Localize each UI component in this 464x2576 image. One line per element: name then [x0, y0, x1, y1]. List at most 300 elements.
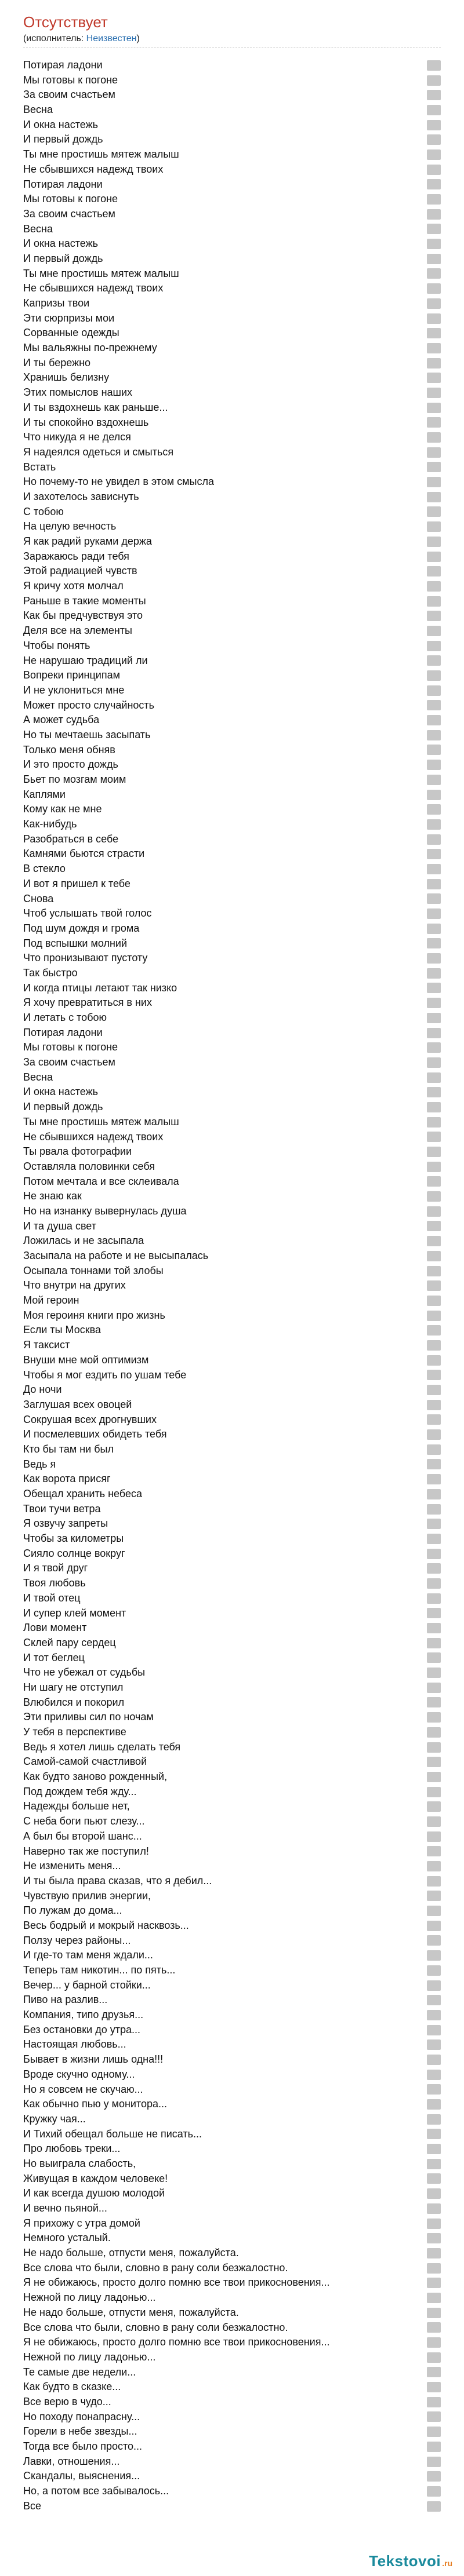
line-comment-icon[interactable] [427, 1400, 441, 1410]
line-comment-icon[interactable] [427, 477, 441, 487]
line-comment-icon[interactable] [427, 2188, 441, 2199]
lyric-text: Самой-самой счастливой [23, 1756, 147, 1768]
line-comment-icon[interactable] [427, 1921, 441, 1931]
lyric-text: Не изменить меня... [23, 1860, 121, 1872]
lyric-line [23, 698, 441, 713]
lyric-text: Все слова что были, словно в рану соли безжалостно. [23, 2321, 288, 2333]
line-comment-icon[interactable] [427, 506, 441, 517]
lyric-line [23, 1278, 441, 1293]
line-comment-icon[interactable] [427, 1489, 441, 1499]
line-comment-icon[interactable] [427, 1608, 441, 1618]
line-comment-icon[interactable] [427, 1935, 441, 1946]
line-comment-icon[interactable] [427, 1444, 441, 1455]
line-comment-icon[interactable] [427, 2010, 441, 2020]
lyric-text: Потом мечтала и все склеивала [23, 1175, 179, 1187]
line-comment-icon[interactable] [427, 2248, 441, 2258]
lyric-line [23, 817, 441, 832]
lyric-line [23, 1100, 441, 1115]
lyric-line [23, 1785, 441, 1800]
line-comment-icon[interactable] [427, 834, 441, 845]
lyric-line [23, 638, 441, 654]
line-comment-icon[interactable] [427, 1906, 441, 1916]
line-comment-icon[interactable] [427, 432, 441, 443]
line-comment-icon[interactable] [427, 1980, 441, 1991]
lyric-text: Сорванные одежды [23, 327, 119, 339]
line-comment-icon[interactable] [427, 2025, 441, 2035]
line-comment-icon[interactable] [427, 1965, 441, 1976]
lyric-line [23, 995, 441, 1010]
line-comment-icon[interactable] [427, 1549, 441, 1559]
lyric-text: Каплями [23, 788, 66, 800]
line-comment-icon[interactable] [427, 790, 441, 800]
lyric-line [23, 1323, 441, 1338]
line-comment-icon[interactable] [427, 1831, 441, 1842]
lyric-line [23, 1174, 441, 1190]
lyric-text: Я таксист [23, 1339, 70, 1351]
line-comment-icon[interactable] [427, 2263, 441, 2274]
line-comment-icon[interactable] [427, 1147, 441, 1157]
line-comment-icon[interactable] [427, 849, 441, 859]
lyrics-list [23, 58, 441, 2513]
line-comment-icon[interactable] [427, 1787, 441, 1797]
lyric-line [23, 2231, 441, 2246]
lyric-text: Я не обижаюсь, просто долго помню все твои прикосновения... [23, 2336, 330, 2348]
lyric-line [23, 2365, 441, 2380]
lyric-line [23, 1725, 441, 1740]
line-comment-icon[interactable] [427, 194, 441, 205]
line-comment-icon[interactable] [427, 1102, 441, 1112]
line-comment-icon[interactable] [427, 283, 441, 294]
line-comment-icon[interactable] [427, 1117, 441, 1128]
line-comment-icon[interactable] [427, 566, 441, 577]
lyric-line [23, 1234, 441, 1249]
line-comment-icon[interactable] [427, 1652, 441, 1663]
line-comment-icon[interactable] [427, 1757, 441, 1767]
line-comment-icon[interactable] [427, 819, 441, 830]
line-comment-icon[interactable] [427, 1132, 441, 1142]
line-comment-icon[interactable] [427, 2173, 441, 2184]
lyric-text: Не надо больше, отпусти меня, пожалуйста. [23, 2306, 239, 2318]
lyric-text: Ведь я хотел лишь сделать тебя [23, 1741, 181, 1753]
lyric-text: Про любовь треки... [23, 2143, 121, 2155]
line-comment-icon[interactable] [427, 2397, 441, 2407]
lyric-line [23, 951, 441, 966]
line-comment-icon[interactable] [427, 1028, 441, 1038]
line-comment-icon[interactable] [427, 1042, 441, 1053]
line-comment-icon[interactable] [427, 165, 441, 175]
lyric-text: Весь бодрый и мокрый насквозь... [23, 1919, 189, 1931]
lyric-line [23, 1189, 441, 1204]
lyric-line [23, 1219, 441, 1234]
line-comment-icon[interactable] [427, 1013, 441, 1023]
line-comment-icon[interactable] [427, 1668, 441, 1678]
line-comment-icon[interactable] [427, 983, 441, 993]
lyric-text: И супер клей момент [23, 1607, 126, 1619]
line-comment-icon[interactable] [427, 1683, 441, 1693]
lyric-line [23, 594, 441, 609]
line-comment-icon[interactable] [427, 2114, 441, 2125]
line-comment-icon[interactable] [427, 60, 441, 71]
line-comment-icon[interactable] [427, 2337, 441, 2348]
line-comment-icon[interactable] [427, 343, 441, 353]
lyric-line [23, 2424, 441, 2439]
line-comment-icon[interactable] [427, 1638, 441, 1648]
site-logo[interactable] [369, 2552, 452, 2570]
line-comment-icon[interactable] [427, 149, 441, 160]
lyric-text: И ты спокойно вздохнешь [23, 416, 149, 428]
line-comment-icon[interactable] [427, 1370, 441, 1380]
lyric-text: Бьет по мозгам моим [23, 773, 126, 785]
line-comment-icon[interactable] [427, 239, 441, 249]
line-comment-icon[interactable] [427, 2219, 441, 2229]
lyric-line [23, 1353, 441, 1368]
line-comment-icon[interactable] [427, 2457, 441, 2467]
line-comment-icon[interactable] [427, 2084, 441, 2095]
lyric-text: И вечно пьяной... [23, 2202, 107, 2214]
line-comment-icon[interactable] [427, 1593, 441, 1604]
line-comment-icon[interactable] [427, 2471, 441, 2482]
lyric-line [23, 1531, 441, 1546]
line-comment-icon[interactable] [427, 2099, 441, 2110]
line-comment-icon[interactable] [427, 2278, 441, 2288]
lyric-line [23, 1591, 441, 1606]
lyric-text: Компания, типо друзья... [23, 2009, 144, 2021]
lyric-line [23, 2499, 441, 2514]
line-comment-icon[interactable] [427, 298, 441, 309]
line-comment-icon[interactable] [427, 1162, 441, 1172]
lyric-text: Мой героин [23, 1294, 79, 1307]
line-comment-icon[interactable] [427, 2411, 441, 2422]
line-comment-icon[interactable] [427, 105, 441, 115]
lyric-line [23, 192, 441, 207]
line-comment-icon[interactable] [427, 1414, 441, 1425]
lyric-text: Ни шагу не отступил [23, 1681, 124, 1693]
line-comment-icon[interactable] [427, 745, 441, 755]
performer-link[interactable]: Неизвестен [86, 34, 137, 43]
lyric-line [23, 281, 441, 296]
lyric-line [23, 564, 441, 579]
lyric-line [23, 1338, 441, 1353]
line-comment-icon[interactable] [427, 1474, 441, 1484]
lyric-line [23, 1055, 441, 1070]
line-comment-icon[interactable] [427, 1891, 441, 1901]
lyric-line [23, 1204, 441, 1219]
line-comment-icon[interactable] [427, 1742, 441, 1753]
line-comment-icon[interactable] [427, 1340, 441, 1351]
line-comment-icon[interactable] [427, 685, 441, 696]
line-comment-icon[interactable] [427, 1355, 441, 1366]
line-comment-icon[interactable] [427, 1385, 441, 1395]
lyric-text: Заражаюсь ради тебя [23, 550, 129, 562]
line-comment-icon[interactable] [427, 1057, 441, 1068]
lyric-text: Но, а потом все забывалось... [23, 2485, 169, 2497]
lyric-text: И первый дождь [23, 252, 103, 264]
line-comment-icon[interactable] [427, 134, 441, 145]
line-comment-icon[interactable] [427, 2486, 441, 2497]
line-comment-icon[interactable] [427, 924, 441, 934]
line-comment-icon[interactable] [427, 864, 441, 874]
line-comment-icon[interactable] [427, 2039, 441, 2050]
lyric-text: Эти сюрпризы мои [23, 312, 115, 324]
performer-line [23, 34, 441, 48]
lyric-text: Теперь там никотин... по пять... [23, 1964, 176, 1976]
line-comment-icon[interactable] [427, 462, 441, 472]
line-comment-icon[interactable] [427, 775, 441, 785]
line-comment-icon[interactable] [427, 268, 441, 279]
line-comment-icon[interactable] [427, 224, 441, 234]
line-comment-icon[interactable] [427, 998, 441, 1008]
lyric-text: Но походу понапрасну... [23, 2410, 140, 2422]
lyric-text: И как всегда душою молодой [23, 2187, 165, 2199]
line-comment-icon[interactable] [427, 521, 441, 532]
lyric-line [23, 1144, 441, 1159]
lyric-text: И не уклониться мне [23, 684, 125, 696]
line-comment-icon[interactable] [427, 2382, 441, 2392]
lyric-line [23, 1903, 441, 1918]
lyric-line [23, 1799, 441, 1814]
lyric-text: И окна настежь [23, 1086, 98, 1098]
lyric-line [23, 1546, 441, 1561]
line-comment-icon[interactable] [427, 2055, 441, 2065]
line-comment-icon[interactable] [427, 2352, 441, 2363]
lyric-line [23, 1889, 441, 1904]
lyric-line [23, 2454, 441, 2469]
lyric-line [23, 608, 441, 623]
line-comment-icon[interactable] [427, 1697, 441, 1707]
line-comment-icon[interactable] [427, 373, 441, 383]
line-comment-icon[interactable] [427, 968, 441, 979]
line-comment-icon[interactable] [427, 1072, 441, 1083]
line-comment-icon[interactable] [427, 358, 441, 368]
line-comment-icon[interactable] [427, 2322, 441, 2333]
lyric-text: Весна [23, 104, 53, 116]
line-comment-icon[interactable] [427, 953, 441, 964]
line-comment-icon[interactable] [427, 893, 441, 904]
lyric-line [23, 623, 441, 638]
line-comment-icon[interactable] [427, 179, 441, 189]
line-comment-icon[interactable] [427, 1206, 441, 1217]
lyric-text: И окна настежь [23, 238, 98, 250]
lyric-text: Те самые две недели... [23, 2366, 136, 2378]
line-comment-icon[interactable] [427, 120, 441, 130]
line-comment-icon[interactable] [427, 1861, 441, 1871]
lyric-line [23, 1487, 441, 1502]
lyric-text: И Тихий обещал больше не писать... [23, 2128, 202, 2140]
line-comment-icon[interactable] [427, 1995, 441, 2005]
line-comment-icon[interactable] [427, 2427, 441, 2437]
line-comment-icon[interactable] [427, 670, 441, 681]
line-comment-icon[interactable] [427, 1876, 441, 1887]
lyric-line [23, 787, 441, 802]
line-comment-icon[interactable] [427, 1772, 441, 1782]
line-comment-icon[interactable] [427, 1280, 441, 1291]
lyric-text: Раньше в такие моменты [23, 594, 146, 607]
line-comment-icon[interactable] [427, 1251, 441, 1261]
lyric-text: И твой отец [23, 1592, 81, 1604]
lyric-text: Ты рвала фотографии [23, 1145, 132, 1158]
line-comment-icon[interactable] [427, 581, 441, 592]
lyric-line [23, 1457, 441, 1472]
lyric-text: Деля все на элементы [23, 625, 132, 637]
line-comment-icon[interactable] [427, 2501, 441, 2512]
line-comment-icon[interactable] [427, 75, 441, 86]
lyric-text: Но я совсем не скучаю... [23, 2083, 143, 2095]
lyric-line [23, 2201, 441, 2216]
lyric-text: На целую вечность [23, 520, 117, 532]
lyric-line [23, 460, 441, 475]
line-comment-icon[interactable] [427, 626, 441, 636]
line-comment-icon[interactable] [427, 938, 441, 948]
lyric-line [23, 892, 441, 907]
lyric-line [23, 2335, 441, 2350]
line-comment-icon[interactable] [427, 2308, 441, 2318]
line-comment-icon[interactable] [427, 1087, 441, 1097]
lyric-text: Моя героиня книги про жизнь [23, 1309, 165, 1321]
lyric-text: Засыпала на работе и не высыпалась [23, 1250, 209, 1261]
lyric-text: Весна [23, 222, 53, 235]
lyric-line [23, 1293, 441, 1308]
line-comment-icon[interactable] [427, 2367, 441, 2377]
lyric-line [23, 534, 441, 549]
line-comment-icon[interactable] [427, 879, 441, 889]
line-comment-icon[interactable] [427, 552, 441, 562]
line-comment-icon[interactable] [427, 1623, 441, 1633]
lyric-line [23, 1130, 441, 1145]
line-comment-icon[interactable] [427, 1266, 441, 1276]
performer-prefix: (исполнитель: [23, 34, 86, 43]
lyric-line [23, 1933, 441, 1949]
lyric-line [23, 475, 441, 490]
line-comment-icon[interactable] [427, 700, 441, 710]
line-comment-icon[interactable] [427, 1563, 441, 1574]
lyric-text: Я хочу превратиться в них [23, 997, 152, 1009]
line-comment-icon[interactable] [427, 804, 441, 815]
lyric-line [23, 683, 441, 698]
lyric-text: Ползу через районы... [23, 1934, 131, 1946]
line-comment-icon[interactable] [427, 2070, 441, 2080]
lyric-text: Вроде скучно одному... [23, 2068, 135, 2080]
lyric-line [23, 713, 441, 728]
line-comment-icon[interactable] [427, 2203, 441, 2214]
line-comment-icon[interactable] [427, 1578, 441, 1589]
line-comment-icon[interactable] [427, 1504, 441, 1515]
lyric-text: Твоя любовь [23, 1577, 86, 1589]
line-comment-icon[interactable] [427, 596, 441, 607]
lyric-line [23, 1264, 441, 1279]
line-comment-icon[interactable] [427, 1846, 441, 1856]
line-comment-icon[interactable] [427, 1236, 441, 1246]
line-comment-icon[interactable] [427, 492, 441, 502]
line-comment-icon[interactable] [427, 1325, 441, 1336]
lyric-line [23, 862, 441, 877]
lyric-line [23, 906, 441, 921]
lyric-line [23, 177, 441, 192]
line-comment-icon[interactable] [427, 1801, 441, 1812]
line-comment-icon[interactable] [427, 1727, 441, 1738]
line-comment-icon[interactable] [427, 1950, 441, 1961]
lyric-line [23, 1159, 441, 1174]
lyric-line [23, 1502, 441, 1517]
lyric-line [23, 549, 441, 564]
lyric-text: Внуши мне мой оптимизм [23, 1353, 149, 1366]
lyric-text: Камнями бьются страсти [23, 848, 145, 860]
lyric-line [23, 1978, 441, 1993]
lyric-line [23, 936, 441, 951]
line-comment-icon[interactable] [427, 2144, 441, 2154]
line-comment-icon[interactable] [427, 908, 441, 919]
line-comment-icon[interactable] [427, 1311, 441, 1321]
lyric-line [23, 802, 441, 817]
line-comment-icon[interactable] [427, 328, 441, 338]
line-comment-icon[interactable] [427, 209, 441, 220]
lyric-text: Немного усталый. [23, 2232, 111, 2244]
lyric-line [23, 981, 441, 996]
line-comment-icon[interactable] [427, 2129, 441, 2139]
line-comment-icon[interactable] [427, 254, 441, 264]
line-comment-icon[interactable] [427, 1176, 441, 1187]
lyric-line [23, 772, 441, 787]
line-comment-icon[interactable] [427, 1519, 441, 1529]
line-comment-icon[interactable] [427, 313, 441, 324]
line-comment-icon[interactable] [427, 2233, 441, 2243]
lyric-text: Я прихожу с утра домой [23, 2217, 140, 2229]
line-comment-icon[interactable] [427, 1429, 441, 1440]
line-comment-icon[interactable] [427, 388, 441, 398]
line-comment-icon[interactable] [427, 2442, 441, 2452]
line-comment-icon[interactable] [427, 1191, 441, 1202]
lyric-text: Сияло солнце вокруг [23, 1547, 125, 1559]
line-comment-icon[interactable] [427, 537, 441, 547]
line-comment-icon[interactable] [427, 1221, 441, 1231]
line-comment-icon[interactable] [427, 641, 441, 651]
lyric-line [23, 445, 441, 460]
line-comment-icon[interactable] [427, 611, 441, 621]
lyric-line [23, 654, 441, 669]
line-comment-icon[interactable] [427, 715, 441, 725]
line-comment-icon[interactable] [427, 403, 441, 413]
lyric-line [23, 2439, 441, 2454]
line-comment-icon[interactable] [427, 730, 441, 740]
line-comment-icon[interactable] [427, 1534, 441, 1544]
lyric-line [23, 1308, 441, 1323]
line-comment-icon[interactable] [427, 2159, 441, 2169]
lyric-text: И где-то там меня ждали... [23, 1949, 153, 1961]
lyric-line [23, 2484, 441, 2499]
lyric-line [23, 1442, 441, 1457]
line-comment-icon[interactable] [427, 417, 441, 428]
lyric-line [23, 2172, 441, 2187]
line-comment-icon[interactable] [427, 1296, 441, 1306]
lyric-line [23, 728, 441, 743]
lyric-text: Твои тучи ветра [23, 1502, 101, 1515]
line-comment-icon[interactable] [427, 2293, 441, 2303]
lyric-line [23, 743, 441, 758]
line-comment-icon[interactable] [427, 760, 441, 770]
line-comment-icon[interactable] [427, 1712, 441, 1723]
line-comment-icon[interactable] [427, 1459, 441, 1469]
line-comment-icon[interactable] [427, 655, 441, 666]
lyric-text: Потирая ладони [23, 1026, 103, 1038]
lyric-line [23, 251, 441, 267]
lyric-text: Потирая ладони [23, 178, 103, 190]
lyric-line [23, 1368, 441, 1383]
lyric-text: Все слова что были, словно в рану соли безжалостно. [23, 2261, 288, 2274]
lyric-text: И первый дождь [23, 133, 103, 145]
line-comment-icon[interactable] [427, 90, 441, 100]
lyric-line [23, 430, 441, 445]
line-comment-icon[interactable] [427, 1816, 441, 1827]
line-comment-icon[interactable] [427, 447, 441, 458]
